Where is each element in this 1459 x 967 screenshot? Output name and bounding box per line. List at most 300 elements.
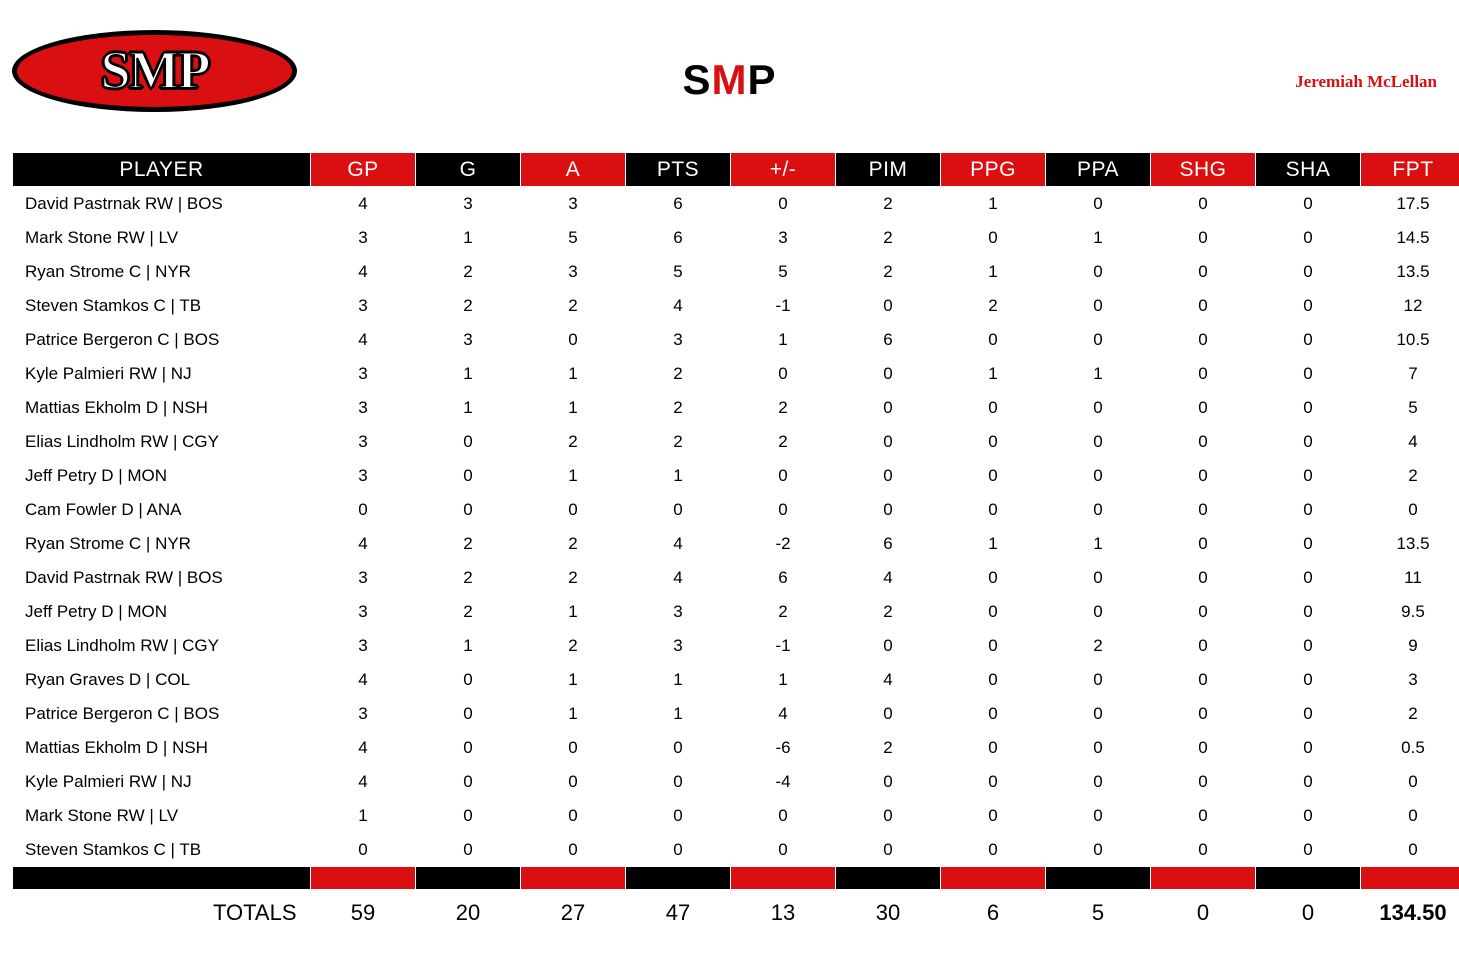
cell-pts: 0 [626,731,731,765]
cell-sha: 0 [1256,323,1361,357]
cell-ppg: 1 [941,255,1046,289]
cell-g: 0 [416,459,521,493]
cell-a: 5 [521,221,626,255]
divider-cell-player [13,867,311,890]
cell-pim: 0 [836,357,941,391]
column-header-player[interactable]: PLAYER [13,153,311,187]
table-row [13,595,1459,629]
cell-fpt: 17.5 [1361,187,1459,221]
cell-plusminus: 2 [731,595,836,629]
cell-ppa: 0 [1046,289,1151,323]
totals-pts: 47 [626,890,731,937]
cell-shg: 0 [1151,765,1256,799]
divider-cell-shg [1151,867,1256,890]
cell-plusminus: 6 [731,561,836,595]
cell-fpt: 3 [1361,663,1459,697]
totals-row [13,890,1459,937]
cell-g: 2 [416,561,521,595]
column-header-sha[interactable]: SHA [1256,153,1361,187]
cell-a: 0 [521,323,626,357]
cell-sha: 0 [1256,187,1361,221]
cell-pim: 0 [836,765,941,799]
cell-fpt: 5 [1361,391,1459,425]
cell-sha: 0 [1256,697,1361,731]
table-row [13,391,1459,425]
cell-sha: 0 [1256,765,1361,799]
cell-sha: 0 [1256,561,1361,595]
cell-sha: 0 [1256,357,1361,391]
cell-sha: 0 [1256,833,1361,867]
cell-ppa: 1 [1046,527,1151,561]
cell-pts: 0 [626,765,731,799]
cell-player: Ryan Graves D | COL [13,663,311,697]
cell-player: Kyle Palmieri RW | NJ [13,765,311,799]
totals-pim: 30 [836,890,941,937]
table-row [13,527,1459,561]
cell-pim: 0 [836,391,941,425]
cell-g: 1 [416,357,521,391]
cell-pts: 6 [626,187,731,221]
cell-ppg: 0 [941,425,1046,459]
cell-gp: 4 [311,527,416,561]
cell-shg: 0 [1151,425,1256,459]
cell-pts: 2 [626,357,731,391]
cell-plusminus: 0 [731,459,836,493]
table-row [13,765,1459,799]
page-header [0,0,1459,152]
cell-fpt: 0 [1361,493,1459,527]
cell-gp: 3 [311,357,416,391]
cell-g: 2 [416,595,521,629]
cell-shg: 0 [1151,255,1256,289]
cell-sha: 0 [1256,799,1361,833]
totals-ppa: 5 [1046,890,1151,937]
cell-plusminus: 4 [731,697,836,731]
cell-pim: 0 [836,629,941,663]
divider-cell-plusminus [731,867,836,890]
cell-ppa: 0 [1046,391,1151,425]
cell-sha: 0 [1256,221,1361,255]
cell-fpt: 0 [1361,765,1459,799]
cell-sha: 0 [1256,493,1361,527]
cell-a: 1 [521,663,626,697]
cell-gp: 3 [311,595,416,629]
cell-player: Mark Stone RW | LV [13,221,311,255]
divider-cell-pts [626,867,731,890]
cell-ppg: 1 [941,187,1046,221]
table-row [13,493,1459,527]
cell-player: Mark Stone RW | LV [13,799,311,833]
cell-a: 1 [521,595,626,629]
cell-shg: 0 [1151,663,1256,697]
cell-sha: 0 [1256,595,1361,629]
cell-ppg: 0 [941,561,1046,595]
cell-fpt: 0.5 [1361,731,1459,765]
divider-cell-gp [311,867,416,890]
cell-sha: 0 [1256,459,1361,493]
cell-ppg: 0 [941,391,1046,425]
cell-fpt: 11 [1361,561,1459,595]
cell-a: 1 [521,459,626,493]
cell-gp: 4 [311,731,416,765]
cell-g: 0 [416,799,521,833]
cell-pim: 0 [836,289,941,323]
cell-gp: 4 [311,187,416,221]
table-row [13,255,1459,289]
column-header-g[interactable]: G [416,153,521,187]
cell-ppa: 1 [1046,221,1151,255]
cell-pts: 2 [626,425,731,459]
cell-g: 3 [416,187,521,221]
cell-gp: 4 [311,765,416,799]
cell-plusminus: -2 [731,527,836,561]
cell-gp: 4 [311,323,416,357]
cell-player: Kyle Palmieri RW | NJ [13,357,311,391]
cell-a: 0 [521,799,626,833]
cell-plusminus: -6 [731,731,836,765]
cell-ppa: 0 [1046,323,1151,357]
cell-plusminus: 2 [731,425,836,459]
cell-ppa: 0 [1046,765,1151,799]
cell-g: 2 [416,289,521,323]
cell-ppa: 0 [1046,833,1151,867]
cell-fpt: 2 [1361,459,1459,493]
cell-pim: 4 [836,561,941,595]
cell-ppg: 0 [941,629,1046,663]
cell-gp: 0 [311,493,416,527]
table-header [13,153,1459,187]
cell-ppa: 0 [1046,697,1151,731]
divider-cell-g [416,867,521,890]
cell-ppa: 0 [1046,731,1151,765]
cell-fpt: 2 [1361,697,1459,731]
table-row [13,357,1459,391]
cell-sha: 0 [1256,255,1361,289]
logo-text: SMP [100,39,209,100]
cell-shg: 0 [1151,629,1256,663]
cell-ppg: 0 [941,697,1046,731]
cell-sha: 0 [1256,425,1361,459]
table-row [13,323,1459,357]
cell-shg: 0 [1151,391,1256,425]
cell-player: Cam Fowler D | ANA [13,493,311,527]
table-row [13,799,1459,833]
column-header-shg[interactable]: SHG [1151,153,1256,187]
column-header-a[interactable]: A [521,153,626,187]
cell-ppg: 1 [941,527,1046,561]
cell-fpt: 10.5 [1361,323,1459,357]
cell-pim: 0 [836,425,941,459]
divider-cell-ppg [941,867,1046,890]
cell-pts: 0 [626,799,731,833]
cell-sha: 0 [1256,663,1361,697]
table-row [13,425,1459,459]
cell-shg: 0 [1151,527,1256,561]
totals-plusminus: 13 [731,890,836,937]
cell-pts: 3 [626,323,731,357]
cell-shg: 0 [1151,323,1256,357]
column-header-plusminus[interactable]: +/- [731,153,836,187]
cell-pts: 4 [626,527,731,561]
cell-plusminus: 2 [731,391,836,425]
cell-shg: 0 [1151,833,1256,867]
table-row [13,833,1459,867]
cell-a: 3 [521,255,626,289]
totals-sha: 0 [1256,890,1361,937]
cell-fpt: 4 [1361,425,1459,459]
cell-a: 3 [521,187,626,221]
cell-player: Steven Stamkos C | TB [13,289,311,323]
cell-a: 2 [521,425,626,459]
cell-pts: 1 [626,663,731,697]
cell-shg: 0 [1151,697,1256,731]
table-row [13,289,1459,323]
cell-shg: 0 [1151,289,1256,323]
cell-player: Steven Stamkos C | TB [13,833,311,867]
cell-sha: 0 [1256,731,1361,765]
cell-player: David Pastrnak RW | BOS [13,187,311,221]
cell-ppg: 0 [941,731,1046,765]
cell-player: David Pastrnak RW | BOS [13,561,311,595]
table-row [13,221,1459,255]
table-row [13,697,1459,731]
cell-g: 0 [416,493,521,527]
cell-pim: 6 [836,323,941,357]
totals-divider-row [13,867,1459,890]
cell-pts: 0 [626,493,731,527]
cell-pts: 4 [626,561,731,595]
cell-pim: 4 [836,663,941,697]
cell-g: 1 [416,629,521,663]
cell-pts: 1 [626,459,731,493]
cell-plusminus: 0 [731,187,836,221]
cell-g: 3 [416,323,521,357]
cell-g: 0 [416,425,521,459]
cell-plusminus: 1 [731,663,836,697]
cell-ppg: 0 [941,833,1046,867]
cell-plusminus: 0 [731,493,836,527]
divider-cell-fpt [1361,867,1459,890]
cell-shg: 0 [1151,493,1256,527]
cell-g: 0 [416,663,521,697]
cell-pim: 0 [836,493,941,527]
cell-sha: 0 [1256,391,1361,425]
column-header-pim[interactable]: PIM [836,153,941,187]
cell-ppg: 0 [941,323,1046,357]
cell-gp: 3 [311,629,416,663]
cell-fpt: 9 [1361,629,1459,663]
cell-shg: 0 [1151,459,1256,493]
cell-gp: 1 [311,799,416,833]
table-row [13,187,1459,221]
cell-gp: 3 [311,289,416,323]
cell-g: 0 [416,697,521,731]
cell-a: 2 [521,629,626,663]
cell-player: Ryan Strome C | NYR [13,527,311,561]
cell-shg: 0 [1151,187,1256,221]
cell-a: 1 [521,697,626,731]
table-row [13,629,1459,663]
cell-a: 0 [521,833,626,867]
cell-pts: 5 [626,255,731,289]
cell-sha: 0 [1256,527,1361,561]
cell-shg: 0 [1151,357,1256,391]
cell-g: 2 [416,527,521,561]
cell-ppa: 0 [1046,799,1151,833]
cell-pts: 3 [626,629,731,663]
cell-gp: 3 [311,697,416,731]
cell-gp: 0 [311,833,416,867]
cell-pts: 1 [626,697,731,731]
cell-pts: 6 [626,221,731,255]
column-header-ppa[interactable]: PPA [1046,153,1151,187]
cell-fpt: 13.5 [1361,527,1459,561]
cell-pts: 3 [626,595,731,629]
cell-player: Mattias Ekholm D | NSH [13,391,311,425]
cell-a: 2 [521,527,626,561]
page-title [0,56,1459,104]
column-header-pts[interactable]: PTS [626,153,731,187]
totals-ppg: 6 [941,890,1046,937]
cell-a: 0 [521,493,626,527]
cell-ppg: 0 [941,765,1046,799]
cell-ppg: 0 [941,799,1046,833]
cell-plusminus: 3 [731,221,836,255]
table-row [13,459,1459,493]
cell-g: 1 [416,391,521,425]
totals-shg: 0 [1151,890,1256,937]
cell-pim: 0 [836,833,941,867]
cell-pim: 2 [836,731,941,765]
cell-ppa: 0 [1046,493,1151,527]
cell-fpt: 14.5 [1361,221,1459,255]
cell-fpt: 0 [1361,833,1459,867]
cell-player: Ryan Strome C | NYR [13,255,311,289]
divider-cell-sha [1256,867,1361,890]
cell-gp: 3 [311,425,416,459]
cell-fpt: 7 [1361,357,1459,391]
divider-cell-a [521,867,626,890]
cell-ppg: 2 [941,289,1046,323]
cell-a: 2 [521,561,626,595]
cell-ppg: 0 [941,493,1046,527]
cell-gp: 3 [311,561,416,595]
cell-g: 0 [416,833,521,867]
cell-shg: 0 [1151,595,1256,629]
cell-fpt: 12 [1361,289,1459,323]
column-header-gp[interactable]: GP [311,153,416,187]
cell-ppg: 0 [941,595,1046,629]
cell-player: Patrice Bergeron C | BOS [13,323,311,357]
cell-ppa: 0 [1046,425,1151,459]
cell-player: Elias Lindholm RW | CGY [13,425,311,459]
cell-shg: 0 [1151,799,1256,833]
column-header-fpt[interactable]: FPT [1361,153,1459,187]
cell-ppa: 0 [1046,255,1151,289]
totals-a: 27 [521,890,626,937]
cell-a: 1 [521,391,626,425]
cell-ppa: 0 [1046,561,1151,595]
cell-player: Patrice Bergeron C | BOS [13,697,311,731]
cell-gp: 3 [311,391,416,425]
player-stats-table [12,152,1459,936]
cell-player: Elias Lindholm RW | CGY [13,629,311,663]
cell-pim: 0 [836,799,941,833]
cell-gp: 3 [311,459,416,493]
cell-ppa: 0 [1046,663,1151,697]
cell-plusminus: -1 [731,629,836,663]
cell-shg: 0 [1151,731,1256,765]
cell-ppa: 0 [1046,187,1151,221]
table-row [13,561,1459,595]
page-title-part-3: P [747,56,777,103]
cell-pts: 0 [626,833,731,867]
cell-plusminus: -4 [731,765,836,799]
cell-g: 1 [416,221,521,255]
cell-pim: 0 [836,697,941,731]
cell-player: Jeff Petry D | MON [13,595,311,629]
cell-ppg: 0 [941,663,1046,697]
totals-g: 20 [416,890,521,937]
page-title-part-1: S [682,56,712,103]
divider-cell-ppa [1046,867,1151,890]
divider-cell-pim [836,867,941,890]
table-row [13,663,1459,697]
cell-plusminus: 0 [731,833,836,867]
cell-plusminus: 0 [731,799,836,833]
cell-g: 0 [416,765,521,799]
cell-fpt: 9.5 [1361,595,1459,629]
page-title-part-2: M [711,56,748,103]
cell-g: 0 [416,731,521,765]
cell-ppg: 1 [941,357,1046,391]
cell-a: 2 [521,289,626,323]
cell-shg: 0 [1151,221,1256,255]
cell-ppg: 0 [941,221,1046,255]
totals-gp: 59 [311,890,416,937]
cell-ppa: 0 [1046,595,1151,629]
table-body [13,187,1459,937]
cell-sha: 0 [1256,289,1361,323]
cell-pim: 6 [836,527,941,561]
cell-ppa: 0 [1046,459,1151,493]
cell-a: 1 [521,357,626,391]
cell-player: Jeff Petry D | MON [13,459,311,493]
cell-pim: 2 [836,187,941,221]
cell-fpt: 13.5 [1361,255,1459,289]
cell-fpt: 0 [1361,799,1459,833]
cell-pim: 0 [836,459,941,493]
cell-gp: 4 [311,255,416,289]
cell-plusminus: 1 [731,323,836,357]
cell-pim: 2 [836,595,941,629]
cell-gp: 4 [311,663,416,697]
cell-pts: 4 [626,289,731,323]
cell-g: 2 [416,255,521,289]
cell-gp: 3 [311,221,416,255]
cell-pim: 2 [836,255,941,289]
cell-player: Mattias Ekholm D | NSH [13,731,311,765]
table-row [13,731,1459,765]
cell-plusminus: 5 [731,255,836,289]
totals-label: TOTALS [13,890,311,937]
cell-ppg: 0 [941,459,1046,493]
cell-pts: 2 [626,391,731,425]
cell-pim: 2 [836,221,941,255]
column-header-ppg[interactable]: PPG [941,153,1046,187]
owner-name: Jeremiah McLellan [1295,72,1437,91]
cell-ppa: 2 [1046,629,1151,663]
